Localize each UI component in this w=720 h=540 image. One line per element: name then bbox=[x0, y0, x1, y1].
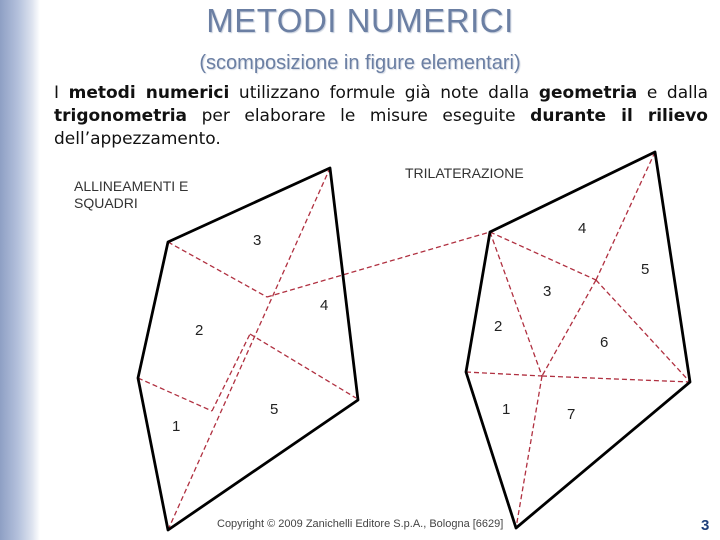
copyright-footer: Copyright © 2009 Zanichelli Editore S.p.A., Bologna [6629] bbox=[217, 518, 504, 530]
term-trigonometria: trigonometria bbox=[54, 106, 188, 126]
perpendicular-2 bbox=[138, 378, 212, 411]
left-number-3: 3 bbox=[253, 232, 262, 249]
perpendicular-5 bbox=[212, 334, 250, 411]
triangle-side-g bbox=[466, 372, 542, 376]
right-number-4: 4 bbox=[578, 220, 587, 237]
perpendicular-1 bbox=[250, 334, 356, 398]
right-parcel-outline bbox=[466, 152, 690, 528]
term-geometria: geometria bbox=[538, 83, 638, 103]
page-number: 3 bbox=[701, 517, 710, 534]
triangle-side-h bbox=[542, 376, 690, 382]
right-number-3: 3 bbox=[543, 283, 552, 300]
slide-subtitle: (scomposizione in figure elementari) bbox=[199, 52, 521, 74]
left-figure-label-text: ALLINEAMENTI E SQUADRI bbox=[74, 178, 189, 211]
right-number-7: 7 bbox=[567, 406, 576, 423]
paragraph-text-3: e dalla bbox=[637, 83, 708, 103]
paragraph-text-5: dell’appezzamento. bbox=[54, 129, 221, 149]
triangle-side-i bbox=[516, 376, 542, 528]
left-number-4: 4 bbox=[320, 297, 329, 314]
perpendicular-3 bbox=[168, 242, 267, 297]
triangle-side-b bbox=[490, 232, 596, 280]
right-number-2: 2 bbox=[494, 318, 503, 335]
term-metodi-numerici: metodi numerici bbox=[68, 83, 230, 103]
left-number-5: 5 bbox=[270, 401, 279, 418]
left-number-1: 1 bbox=[172, 418, 181, 435]
term-durante-il-rilievo: durante il rilievo bbox=[530, 106, 708, 126]
left-parcel-figure bbox=[138, 168, 490, 530]
left-figure-label bbox=[74, 178, 188, 212]
paragraph-text-4: per elaborare le misure eseguite bbox=[187, 106, 531, 126]
perpendicular-4 bbox=[267, 232, 490, 297]
triangle-side-e bbox=[490, 232, 542, 376]
right-number-6: 6 bbox=[600, 334, 609, 351]
right-number-1: 1 bbox=[502, 401, 511, 418]
right-figure-label: TRILATERAZIONE bbox=[405, 165, 524, 181]
right-number-5: 5 bbox=[641, 261, 650, 278]
left-number-2: 2 bbox=[195, 322, 204, 339]
left-parcel-outline bbox=[138, 168, 358, 530]
slide-title: METODI NUMERICI bbox=[206, 2, 514, 39]
right-parcel-figure bbox=[466, 152, 690, 528]
paragraph-text-1: I bbox=[54, 83, 69, 103]
paragraph-text-2: utilizzano formule già note dalla bbox=[229, 83, 539, 103]
